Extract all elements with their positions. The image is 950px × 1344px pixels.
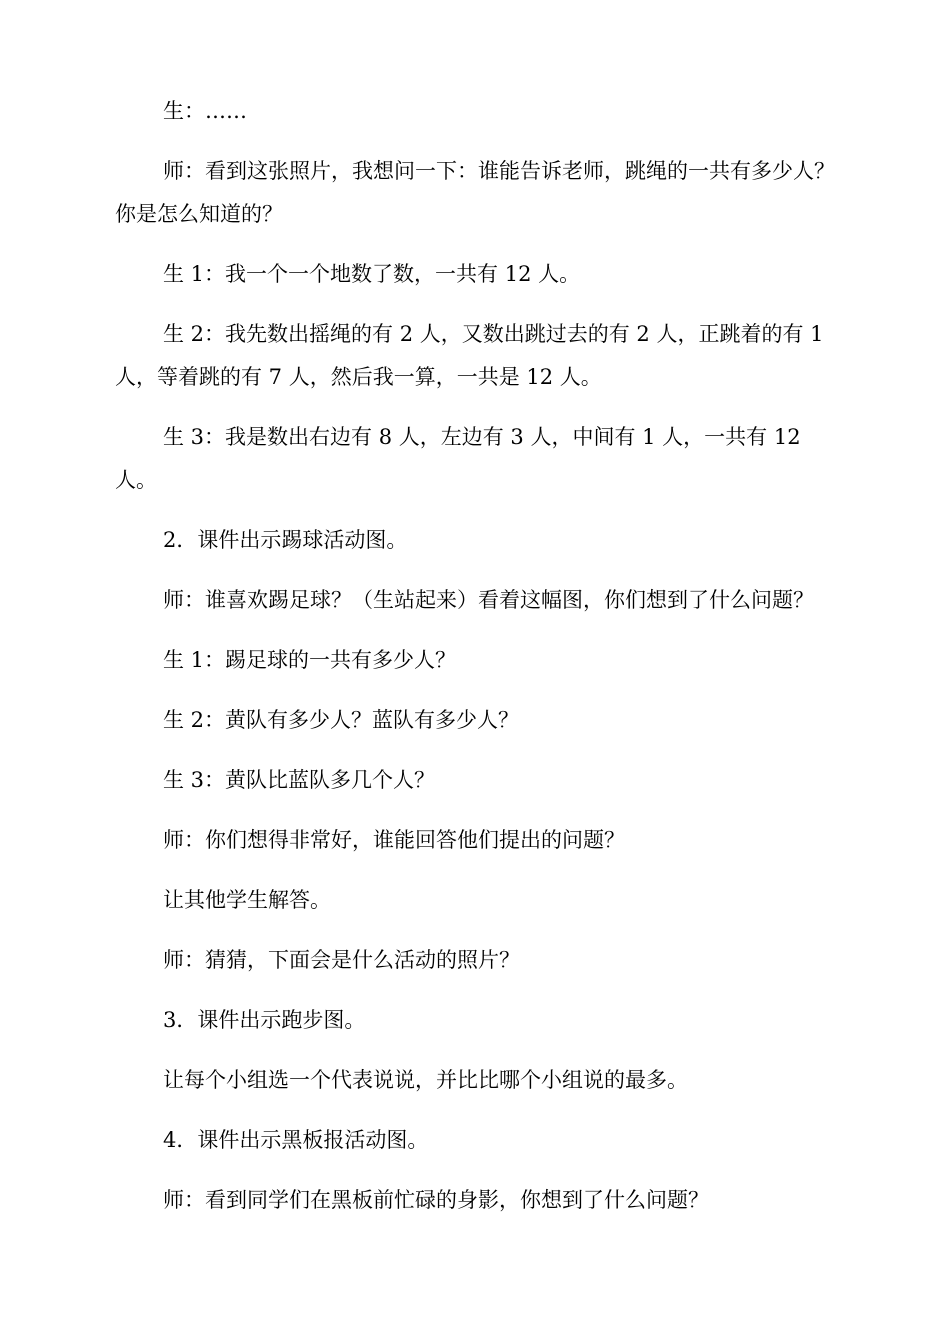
paragraph: 师：猜猜，下面会是什么活动的照片？: [163, 948, 520, 972]
paragraph: 让每个小组选一个代表说说，并比比哪个小组说的最多。: [163, 1068, 688, 1092]
paragraph: 3．课件出示跑步图。: [163, 1008, 366, 1032]
paragraph: 2．课件出示踢球活动图。: [163, 528, 408, 552]
paragraph: 师：你们想得非常好，谁能回答他们提出的问题？: [163, 828, 625, 852]
paragraph: 生 1：我一个一个地数了数，一共有 12 人。: [163, 262, 581, 286]
paragraph: 生 3：黄队比蓝队多几个人？: [163, 768, 436, 792]
paragraph: 师：看到这张照片，我想问一下：谁能告诉老师，跳绳的一共有多少人？你是怎么知道的？: [115, 159, 835, 226]
paragraph: 让其他学生解答。: [163, 888, 331, 912]
paragraph: 生 3：我是数出右边有 8 人，左边有 3 人，中间有 1 人，一共有 12 人。: [115, 425, 801, 492]
paragraph: 4．课件出示黑板报活动图。: [163, 1128, 429, 1152]
paragraph: 师：谁喜欢踢足球？（生站起来）看着这幅图，你们想到了什么问题？: [163, 588, 814, 612]
paragraph: 生 2：我先数出摇绳的有 2 人，又数出跳过去的有 2 人，正跳着的有 1 人，等着跳的有 7 人，然后我一算，一共是 12 人。: [115, 322, 824, 389]
paragraph: 生 1：踢足球的一共有多少人？: [163, 648, 457, 672]
paragraph: 师：看到同学们在黑板前忙碌的身影，你想到了什么问题？: [163, 1188, 709, 1212]
paragraph: 生 2：黄队有多少人？蓝队有多少人？: [163, 708, 520, 732]
paragraph: 生：……: [163, 99, 247, 123]
